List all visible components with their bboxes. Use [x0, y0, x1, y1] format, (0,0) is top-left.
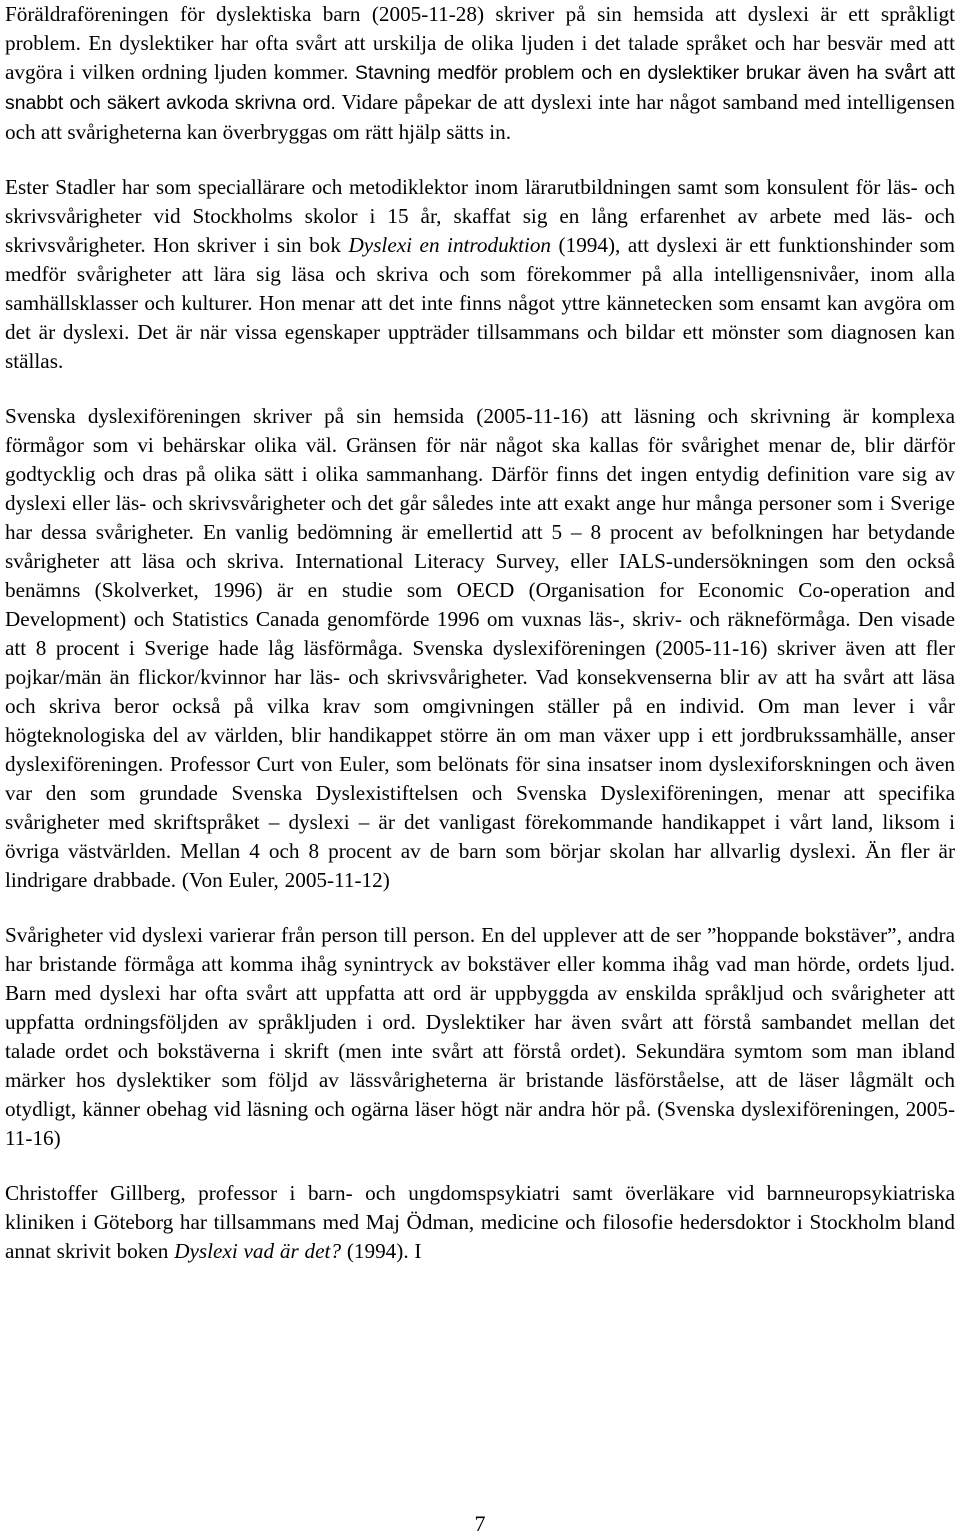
- paragraph-5: [5, 1179, 955, 1266]
- page-number: 7: [474, 1511, 486, 1536]
- book-title-dyslexi-vad-ar-det: Dyslexi vad är det?: [174, 1239, 342, 1263]
- paragraph-2: [5, 173, 955, 376]
- paragraph-1-text-b: Stavning medför problem och en dyslektiker brukar även ha svårt att snabbt och säkert avkoda skrivna ord.: [5, 62, 955, 114]
- book-title-dyslexi-en-introduktion: Dyslexi en introduktion: [348, 233, 552, 257]
- paragraph-2-text-c: (1994), att dyslexi är ett funktionshinder som medför svårigheter att lära sig läsa och skriva och som förekommer på alla intelligensnivåer, inom alla samhällsklasser och kulturer. Hon menar att det inte finns något yttre kännetecken som ensamt kan avgöra om det är dyslexi. Det är när vissa egenskaper uppträder tillsammans och bildar ett mönster som diagnosen kan ställas.: [5, 233, 955, 373]
- paragraph-5-text-a: Christoffer Gillberg, professor i barn- och ungdomspsykiatri samt överläkare vid barnneuropsykiatriska kliniken i Göteborg har tillsammans med Maj Ödman, medicine och filosofie hedersdoktor i Stockholm bland annat skrivit boken: [5, 1181, 955, 1263]
- body-text: [5, 0, 955, 1292]
- paragraph-3-text: Svenska dyslexiföreningen skriver på sin hemsida (2005-11-16) att läsning och skrivning är komplexa förmågor som vi behärskar olika väl. Gränsen för när något ska kallas för svårighet menar de, blir därför godtycklig och dras på olika sätt i olika sammanhang. Därför finns det ingen entydig definition vare sig av dyslexi eller läs- och skrivsvårigheter och det går således inte att exakt ange hur många personer som i Sverige har dessa svårigheter. En vanlig bedömning är emellertid att 5 – 8 procent av befolkningen har betydande svårigheter att läsa och skriva. International Literacy Survey, eller IALS-undersökningen som den också benämns (Skolverket, 1996) är en studie som OECD (Organisation for Economic Co-operation and Development) och Statistics Canada genomförde 1996 om vuxnas läs-, skriv- och räkneförmåga. Den visade att 8 procent i Sverige hade låg läsförmåga. Svenska dyslexiföreningen (2005-11-16) skriver även att fler pojkar/män än flickor/kvinnor har läs- och skrivsvårigheter. Vad konsekvenserna blir av att ha svårt att läsa och skriva beror också på vilka krav som omgivningen ställer på en individ. Om man lever i vår högteknologiska del av världen, blir handikappet större än om man växer upp i ett jordbrukssamhälle, anser dyslexiföreningen. Professor Curt von Euler, som belönats för sina insatser inom dyslexiforskningen och även var den som grundade Svenska Dyslexistiftelsen och Svenska Dyslexiföreningen, menar att specifika svårigheter med skriftspråket – dyslexi – är det vanligast förekommande handikappet i vårt land, liksom i övriga västvärlden. Mellan 4 och 8 procent av de barn som börjar skolan har allvarlig dyslexi. Än fler är lindrigare drabbade. (Von Euler, 2005-11-12): [5, 404, 955, 892]
- paragraph-3: [5, 402, 955, 895]
- paragraph-4-text: Svårigheter vid dyslexi varierar från person till person. En del upplever att de ser ”hoppande bokstäver”, andra har bristande förmåga att komma ihåg synintryck av bokstäver eller komma ihåg vad man hörde, ordets ljud. Barn med dyslexi har ofta svårt att uppfatta att ord är uppbyggda av enskilda språkljud och svårigheter att uppfatta ordningsföljden av språkljuden i ord. Dyslektiker har även svårt att förstå sambandet mellan det talade ordet och bokstäverna i skrift (men inte svårt att förstå ordet). Sekundära symtom som man ibland märker hos dyslektiker som följd av lässvårigheterna är bristande läsförståelse, att de läser lågmält och otydligt, känner obehag vid läsning och ogärna läser högt när andra hör på. (Svenska dyslexiföreningen, 2005-11-16): [5, 923, 955, 1150]
- paragraph-2-text-a: Ester Stadler har som speciallärare och metodiklektor inom lärarutbildningen samt som konsulent för läs- och skrivsvårigheter vid Stockholms skolor i 15 år, skaffat sig en lång erfarenhet av arbete med läs- och skrivsvårigheter. Hon skriver i sin bok: [5, 175, 955, 257]
- paragraph-4: [5, 921, 955, 1153]
- paragraph-1-text-c: Vidare påpekar de att dyslexi inte har något samband med intelligensen och att svårigheterna kan överbryggas om rätt hjälp sätts in.: [5, 90, 955, 144]
- paragraph-5-text-c: (1994). I: [341, 1239, 422, 1263]
- paragraph-1: [5, 0, 955, 147]
- paragraph-1-text-a: Föräldraföreningen för dyslektiska barn (2005-11-28) skriver på sin hemsida att dyslexi är ett språkligt problem. En dyslektiker har ofta svårt att urskilja de olika ljuden i det talade språket och har besvär med att avgöra i vilken ordning ljuden kommer.: [5, 2, 955, 84]
